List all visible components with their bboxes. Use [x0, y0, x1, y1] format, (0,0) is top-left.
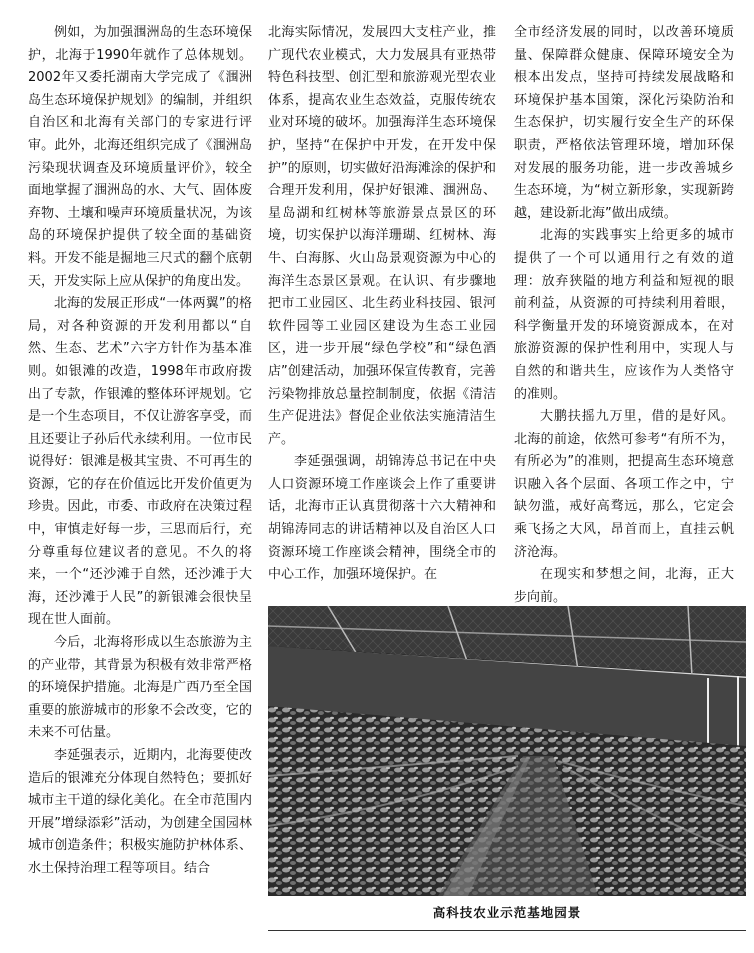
paragraph: 今后，北海将形成以生态旅游为主的产业带，其背景为积极有效非常严格的环境保护措施。北海是广西乃至全国重要的旅游城市的形象不会改变，它的未来不可估量。	[28, 635, 252, 741]
paragraph: 例如，为加强涠洲岛的生态环境保护，北海于1990年就作了总体规划。2002年又委托湖南大学完成了《涠洲岛生态环境保护规划》的编制，并组织自治区和北海有关部门的专家进行评审。此外，北海还组织完成了《涠洲岛污染现状调查及环境质量评价》，较全面地掌握了涠洲岛的水、大气、固体废弃物、土壤和噪声环境质量状况，为该岛的环境保护提供了较全面的基础资料。开发不能是掘地三尺式的翻个底朝天，开发实际上应从保护的角度出发。	[28, 25, 252, 289]
greenhouse-photo	[268, 606, 746, 896]
article-column-right	[514, 22, 734, 605]
paragraph-continuation: 北海实际情况，发展四大支柱产业，推广现代农业模式，大力发展具有亚热带特色科技型、创汇型和旅游观光型农业体系，提高农业生态效益，克服传统农业对环境的破坏。加强海洋生态环境保护，坚持“在保护中开发，在开发中保护”的原则，切实做好沿海滩涂的保护和合理开发利用，保护好银滩、涠洲岛、星岛湖和红树林等旅游景点景区的环境，切实保护以海洋珊瑚、红树林、海牛、白海豚、火山岛景观资源为中心的海洋生态景区景观。在认识、有步骤地把市工业园区、北生药业科技园、银河软件园等工业园区建设为生态工业园区，进一步开展“绿色学校”和“绿色酒店”创建活动，加强环保宣传教育，完善污染物排放总量控制制度，依据《清洁生产促进法》督促企业依法实施清洁生产。	[268, 25, 496, 447]
article-column-left	[28, 22, 252, 942]
article-column-middle	[268, 22, 496, 590]
paragraph: 在现实和梦想之间，北海，正大步向前。	[514, 567, 734, 605]
bottom-divider	[268, 930, 746, 931]
paragraph-continuation: 全市经济发展的同时，以改善环境质量、保障群众健康、保障环境安全为根本出发点，坚持可持续发展战略和环境保护基本国策，深化污染防治和生态保护，切实履行安全生产的环保职责，严格依法管理环境，增加环保对发展的服务功能，进一步改善城乡生态环境，为“树立新形象，实现新跨越，建设新北海”做出成绩。	[514, 25, 734, 221]
paragraph: 大鹏扶摇九万里，借的是好风。北海的前途，依然可参考“有所不为，有所必为”的准则，把提高生态环境意识融入各个层面、各项工作之中，宁缺勿滥，戒好高骛远，那么，它定会乘飞扬之大风，昂首而上，直挂云帆济沧海。	[514, 409, 734, 560]
paragraph: 李延强强调，胡锦涛总书记在中央人口资源环境工作座谈会上作了重要讲话，北海市正认真贯彻落十六大精神和胡锦涛同志的讲话精神以及自治区人口资源环境工作座谈会精神，围绕全市的中心工作，加强环境保护。在	[268, 454, 496, 583]
paragraph: 北海的实践事实上给更多的城市提供了一个可以通用行之有效的道理：放弃狭隘的地方利益和短视的眼前利益，从资源的可持续利用着眼，科学衡量开发的环境资源成本，在对旅游资源的保护性利用中，实现人与自然的和谐共生，应该作为人类恪守的准则。	[514, 228, 734, 402]
photo-caption: 高科技农业示范基地园景	[432, 905, 582, 920]
paragraph: 北海的发展正形成“一体两翼”的格局，对各种资源的开发利用都以“自然、生态、艺术”六字方针作为基本准则。如银滩的改造，1998年市政府拨出了专款，作银滩的整体环评规划。它是一个生态项目，不仅让游客享受，而且还要让子孙后代永续利用。一位市民说得好：银滩是极其宝贵、不可再生的资源，它的存在价值远比开发价值更为珍贵。因此，市委、市政府在决策过程中，审慎走好每一步，三思而后行，充分尊重每位建议者的意见。不久的将来，一个“还沙滩于自然，还沙滩于大海，还沙滩于人民”的新银滩会很快呈现在世人面前。	[28, 296, 252, 628]
paragraph: 李延强表示，近期内，北海要使改造后的银滩充分体现自然特色；要抓好城市主干道的绿化美化。在全市范围内开展”增绿添彩”活动，为创建全国园林城市创造条件；积极实施防护林体系、水土保持治理工程等项目。结合	[28, 748, 252, 876]
